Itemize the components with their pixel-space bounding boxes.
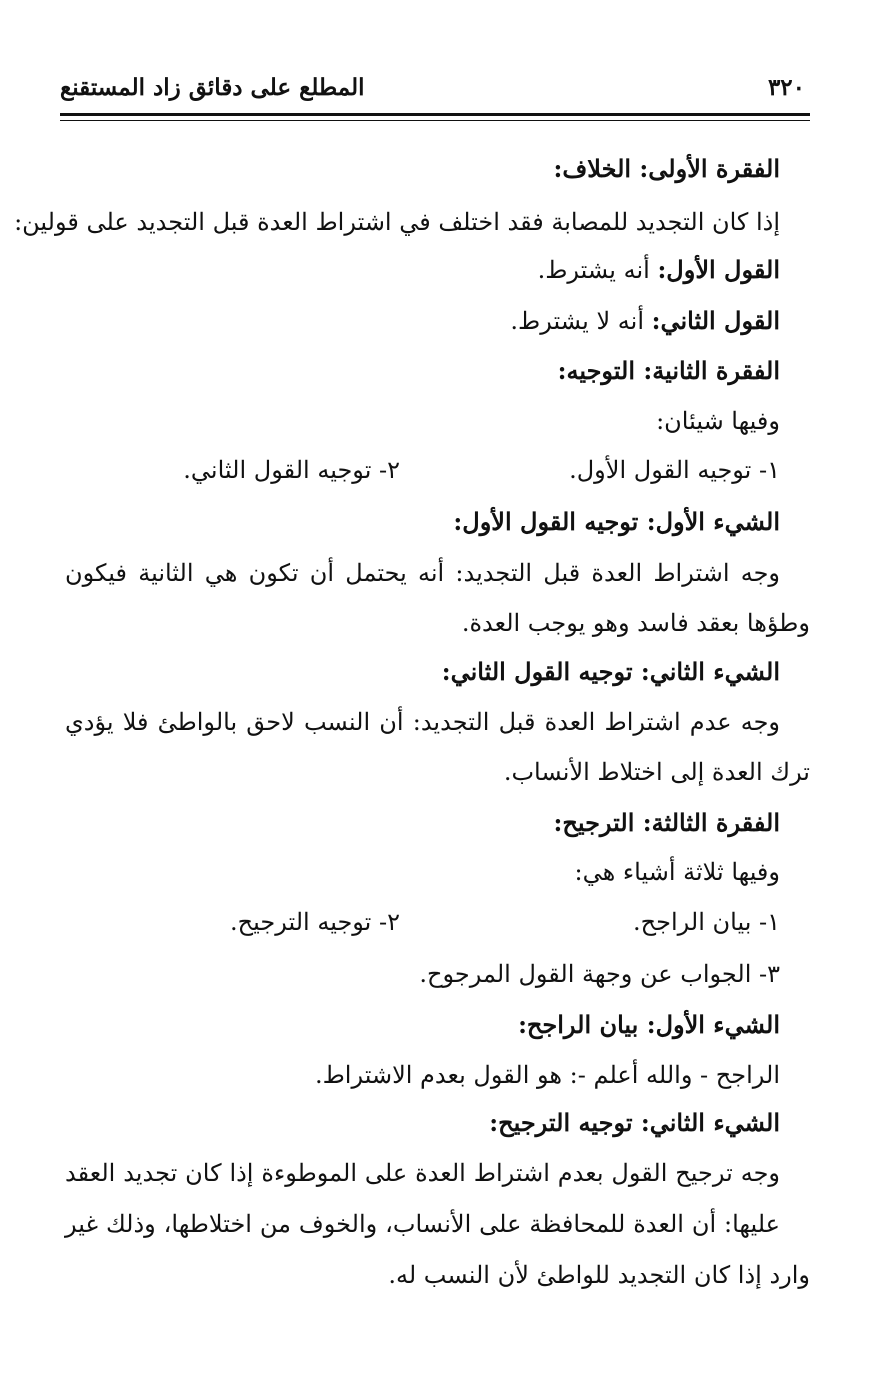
heading-section-1: الفقرة الأولى: الخلاف: [553,154,780,183]
subheading: الشيء الثاني: توجيه الترجيح: [489,1108,780,1137]
list-item: ٣- الجواب عن وجهة القول المرجوح. [419,960,780,988]
paragraph-line: وجه عدم اشتراط العدة قبل التجديد: أن النسب لاحق بالواطئ فلا يؤدي [65,708,780,736]
header-rule-thin [60,120,810,121]
paragraph-line: وارد إذا كان التجديد للواطئ لأن النسب له. [388,1261,810,1289]
paragraph-line: الراجح - والله أعلم -: هو القول بعدم الاشتراط. [314,1061,780,1089]
paragraph-line: وجه اشتراط العدة قبل التجديد: أنه يحتمل أن تكون هي الثانية فيكون [65,559,780,587]
subheading: الشيء الأول: توجيه القول الأول: [453,507,780,536]
list-item: ٢- توجيه القول الثاني. [183,456,400,484]
heading-section-2: الفقرة الثانية: التوجيه: [557,356,780,385]
opinion-2-label: القول الثاني: [651,306,780,335]
paragraph-line: وفيها ثلاثة أشياء هي: [574,858,780,886]
opinion-1-text: أنه يشترط. [537,256,658,284]
paragraph-line: وطؤها بعقد فاسد وهو يوجب العدة. [461,609,810,637]
list-item: ٢- توجيه الترجيح. [230,908,400,936]
list-item: ١- بيان الراجح. [633,908,780,936]
book-title: المطلع على دقائق زاد المستقنع [60,74,365,101]
opinion-2-text: أنه لا يشترط. [510,307,652,335]
subheading: الشيء الثاني: توجيه القول الثاني: [441,657,780,686]
list-item: ١- توجيه القول الأول. [569,456,780,484]
page-number: ٣٢٠ [767,74,805,101]
paragraph-line: عليها: أن العدة للمحافظة على الأنساب، والخوف من اختلاطها، وذلك غير [65,1210,781,1238]
subheading: الشيء الأول: بيان الراجح: [518,1010,780,1039]
paragraph-line: وجه ترجيح القول بعدم اشتراط العدة على الموطوءة إذا كان تجديد العقد [65,1159,780,1187]
header-rule-thick [60,113,810,116]
heading-section-3: الفقرة الثالثة: الترجيح: [553,808,780,837]
opinion-1 [538,253,780,287]
running-header [60,72,805,112]
paragraph-line: وفيها شيئان: [656,407,780,435]
paragraph-line: إذا كان التجديد للمصابة فقد اختلف في اشتراط العدة قبل التجديد على قولين: [14,208,780,236]
opinion-1-label: القول الأول: [657,255,780,284]
opinion-2 [510,304,780,338]
paragraph-line: ترك العدة إلى اختلاط الأنساب. [503,758,810,786]
